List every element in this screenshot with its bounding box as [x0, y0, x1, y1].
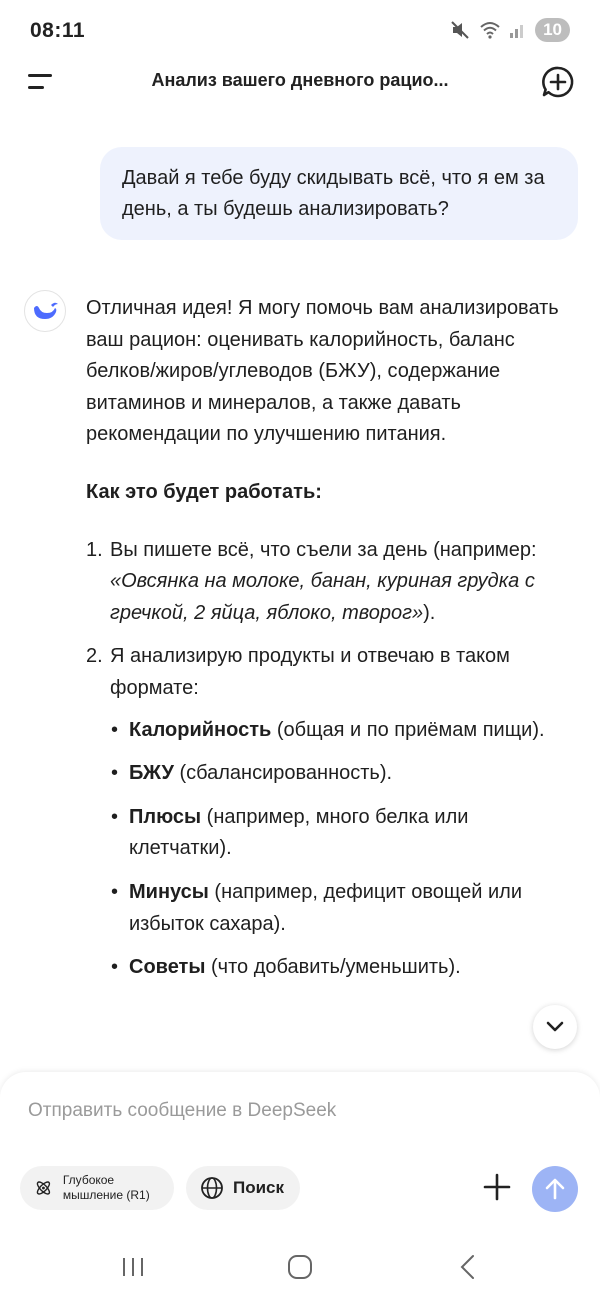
assistant-heading: Как это будет работать: — [86, 480, 322, 503]
bullet-term: БЖУ — [129, 762, 174, 785]
status-bar — [0, 0, 600, 60]
assistant-avatar — [24, 290, 66, 332]
scroll-down-button[interactable] — [533, 1005, 577, 1049]
chat-title[interactable]: Анализ вашего дневного рацио... — [151, 70, 449, 90]
plus-icon — [483, 1173, 511, 1201]
bullet-term: Калорийность — [129, 718, 272, 741]
step-example: «Овсянка на молоке, банан, куриная грудка с гречкой, 2 яйца, яблоко, творог» — [110, 570, 535, 624]
input-panel — [0, 1072, 600, 1232]
step-number: 2. — [86, 645, 103, 668]
bullet-desc: (что добавить/уменьшить). — [205, 956, 461, 979]
atom-icon — [34, 1176, 53, 1200]
step-number: 1. — [86, 538, 103, 561]
bullet-desc: (например, много белка или клетчатки). — [129, 805, 469, 860]
new-chat-button[interactable] — [540, 64, 576, 100]
list-item — [110, 877, 576, 940]
bullet-desc: (например, дефицит овощей или избыток сахара). — [129, 880, 522, 935]
bullet-term: Советы — [129, 956, 206, 979]
app-header — [0, 60, 600, 104]
menu-button[interactable] — [26, 68, 56, 96]
steps-list — [86, 535, 576, 984]
system-nav-bar — [0, 1232, 600, 1299]
step-text-after: ). — [423, 601, 436, 624]
assistant-intro: Отличная идея! Я могу помочь вам анализировать ваш рацион: оценивать калорийность, баланс белков/жиров/углеводов (БЖУ), содержание витаминов и минералов, а также давать рекомендации по улучшению питания. — [86, 297, 559, 446]
list-item — [110, 715, 576, 747]
list-item — [86, 641, 576, 983]
deep-thinking-label: Глубокое мышление (R1) — [62, 1173, 150, 1202]
new-chat-icon — [540, 64, 576, 100]
list-item — [86, 535, 576, 630]
globe-icon — [200, 1176, 224, 1200]
menu-icon — [26, 68, 56, 96]
home-button[interactable] — [280, 1252, 320, 1282]
search-label: Поиск — [233, 1178, 285, 1197]
arrow-up-icon — [544, 1177, 566, 1201]
bullet-term: Плюсы — [129, 805, 202, 828]
list-item — [110, 758, 576, 790]
deep-thinking-toggle[interactable] — [20, 1166, 174, 1210]
bullet-desc: (общая и по приёмам пищи). — [271, 718, 545, 741]
battery-badge: 10 — [535, 18, 570, 42]
home-icon — [287, 1254, 313, 1280]
assistant-message — [86, 293, 576, 1073]
search-toggle[interactable] — [186, 1166, 300, 1210]
attach-button[interactable] — [478, 1168, 516, 1206]
deepseek-whale-icon — [31, 299, 59, 323]
list-item — [110, 802, 576, 865]
signal-icon — [509, 21, 527, 39]
recents-icon — [120, 1255, 146, 1279]
mute-icon — [449, 19, 471, 41]
send-button[interactable] — [532, 1166, 578, 1212]
back-icon — [458, 1254, 478, 1280]
status-icons — [449, 18, 570, 42]
chevron-down-icon — [545, 1020, 565, 1034]
wifi-icon — [479, 20, 501, 40]
user-message-bubble: Давай я тебе буду скидывать всё, что я ем за день, а ты будешь анализировать? — [100, 147, 578, 240]
bullet-desc: (сбалансированность). — [173, 762, 393, 785]
status-time: 08:11 — [30, 19, 86, 42]
message-input[interactable] — [28, 1096, 568, 1126]
bullet-list — [110, 715, 576, 984]
step-text: Вы пишете всё, что съели за день (например: — [110, 538, 537, 561]
step-text: Я анализирую продукты и отвечаю в таком формате: — [110, 645, 510, 699]
bullet-term: Минусы — [129, 880, 209, 903]
list-item — [110, 952, 576, 984]
recents-button[interactable] — [113, 1252, 153, 1282]
back-button[interactable] — [448, 1252, 488, 1282]
